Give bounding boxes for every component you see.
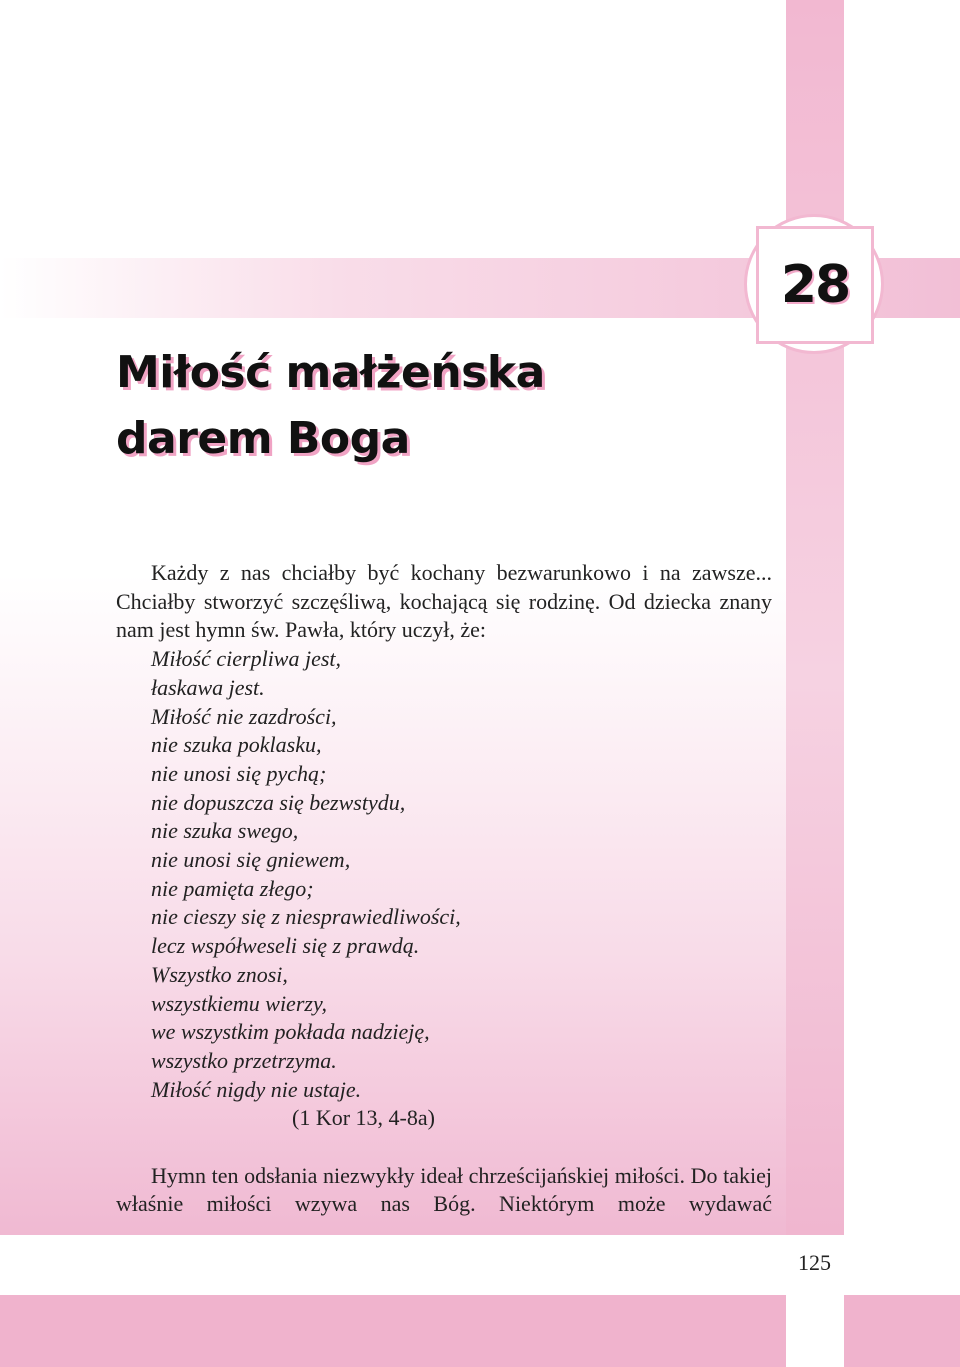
intro-paragraph: Każdy z nas chciałby być kochany bezwarunkowo i na zawsze... Chciałby stworzyć szczęśliwą, kochającą się rodzinę. Od dziecka znany nam jest hymn św. Pawła, który uczył, że: (116, 560, 772, 643)
body-text (116, 559, 772, 1219)
closing-paragraph: Hymn ten odsłania niezwykły ideał chrześcijańskiej miłości. Do takiej właśnie miłości wzywa nas Bóg. Niektórym może wydawać (116, 1162, 772, 1217)
chapter-title-line-1: Miłość małżeńska (116, 347, 545, 398)
bible-citation: (1 Kor 13, 4-8a) (292, 1105, 435, 1131)
poem-line: nie unosi się gniewem, (151, 847, 351, 873)
poem-line: nie dopuszcza się bezwstydu, (151, 789, 406, 815)
poem-line: Miłość cierpliwa jest, (151, 646, 342, 672)
vertical-decorative-band (786, 0, 844, 1235)
paragraph-spacer (116, 1133, 772, 1162)
poem-line: nie szuka swego, (151, 818, 299, 844)
poem-line: lecz współweseli się z prawdą. (151, 933, 420, 959)
chapter-badge (756, 226, 874, 344)
poem-line: wszystkiemu wierzy, (151, 990, 327, 1016)
poem-quote (116, 645, 772, 1104)
poem-line: we wszystkim pokłada nadzieję, (151, 1019, 430, 1045)
poem-line: łaskawa jest. (151, 674, 265, 700)
page-number: 125 (798, 1250, 831, 1275)
poem-line: Miłość nie zazdrości, (151, 703, 337, 729)
chapter-title-line-2: darem Boga (116, 413, 410, 464)
poem-line: nie cieszy się z niesprawiedliwości, (151, 904, 461, 930)
chapter-title (116, 340, 545, 472)
chapter-number: 28 (780, 255, 850, 315)
bottom-decorative-band-right (844, 1295, 960, 1367)
poem-line: wszystko przetrzyma. (151, 1047, 337, 1073)
poem-line: Wszystko znosi, (151, 961, 288, 987)
poem-line: Miłość nigdy nie ustaje. (151, 1076, 362, 1102)
bottom-decorative-band (0, 1295, 786, 1367)
poem-line: nie pamięta złego; (151, 875, 314, 901)
poem-line: nie szuka poklasku, (151, 732, 322, 758)
poem-line: nie unosi się pychą; (151, 760, 327, 786)
